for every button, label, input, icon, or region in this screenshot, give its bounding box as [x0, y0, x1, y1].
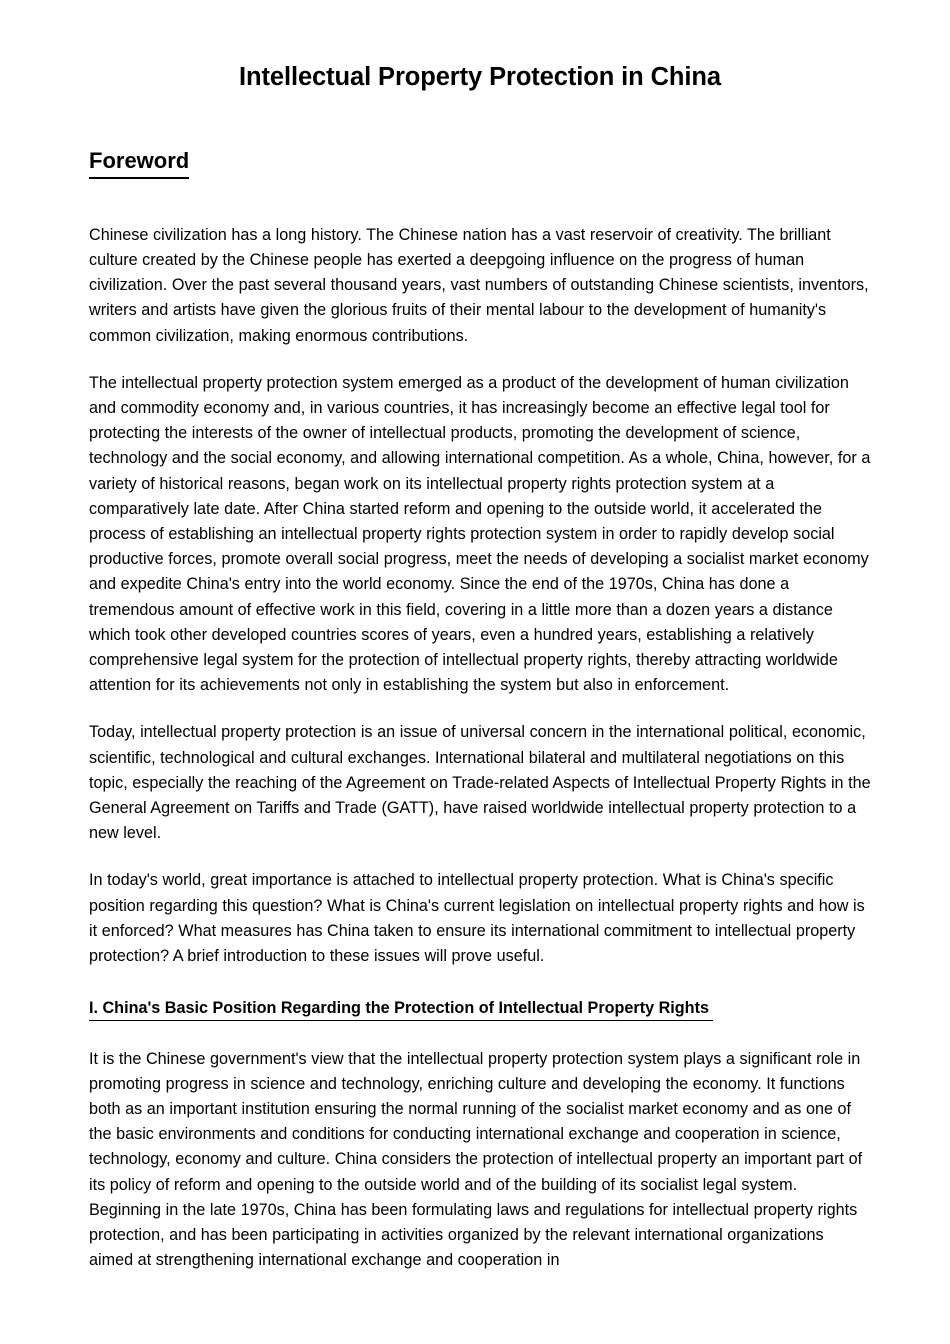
document-body — [89, 0, 871, 1273]
paragraph-4: In today's world, great importance is attached to intellectual property protection. What is China's specific position regarding this question? What is China's current legislation on intellectual property rights and how is it enforced? What measures has China taken to ensure its international commitment to intellectual property protection? A brief introduction to these issues will prove useful. — [89, 871, 865, 965]
paragraph-3: Today, intellectual property protection is an issue of universal concern in the international political, economic, scientific, technological and cultural exchanges. International bilateral and multilateral negotiations on this topic, especially the reaching of the Agreement on Trade-related Aspects of Intellectual Property Rights in the General Agreement on Tariffs and Trade (GATT), have raised worldwide intellectual property protection to a new level. — [89, 723, 871, 843]
page-title: Intellectual Property Protection in China — [239, 63, 721, 91]
section-heading-i-text: I. China's Basic Position Regarding the Protection of Intellectual Property Rights — [89, 999, 713, 1020]
section-heading-i — [89, 969, 871, 1020]
foreword-heading-text: Foreword — [89, 148, 189, 178]
foreword-heading — [89, 92, 871, 178]
paragraph-1: Chinese civilization has a long history. The Chinese nation has a vast reservoir of creativity. The brilliant culture created by the Chinese people has exerted a deepgoing influence on the progress of human civilization. Over the past several thousand years, vast numbers of outstanding Chinese scientists, inventors, writers and artists have given the glorious fruits of their mental labour to the development of humanity's common civilization, making enormous contributions. — [89, 225, 869, 345]
paragraph-2: The intellectual property protection system emerged as a product of the development of human civilization and commodity economy and, in various countries, it has increasingly become an effective legal tool for protecting the interests of the owner of intellectual products, promoting the development of science, technology and the social economy, and allowing international competition. As a whole, China, however, for a variety of historical reasons, began work on its intellectual property rights protection system at a comparatively late date. After China started reform and opening to the outside world, it accelerated the process of establishing an intellectual property rights protection system in order to rapidly develop social productive forces, promote overall social progress, meet the needs of developing a socialist market economy and expedite China's entry into the world economy. Since the end of the 1970s, China has done a tremendous amount of effective work in this field, covering in a little more than a dozen years a distance which took other developed countries scores of years, even a hundred years, establishing a relatively comprehensive legal system for the protection of intellectual property rights, thereby attracting worldwide attention for its achievements not only in establishing the system but also in enforcement. — [89, 373, 871, 695]
paragraph-5: It is the Chinese government's view that the intellectual property protection system plays a significant role in promoting progress in science and technology, enriching culture and developing the economy. It functions both as an important institution ensuring the normal running of the socialist market economy and as one of the basic environments and conditions for conducting international exchange and cooperation in science, technology, economy and culture. China considers the protection of intellectual property an important part of its policy of reform and opening to the outside world and of the building of its socialist legal system. Beginning in the late 1970s, China has been formulating laws and regulations for intellectual property rights protection, and has been participating in activities organized by the relevant international organizations aimed at strengthening international exchange and cooperation in — [89, 1049, 863, 1270]
